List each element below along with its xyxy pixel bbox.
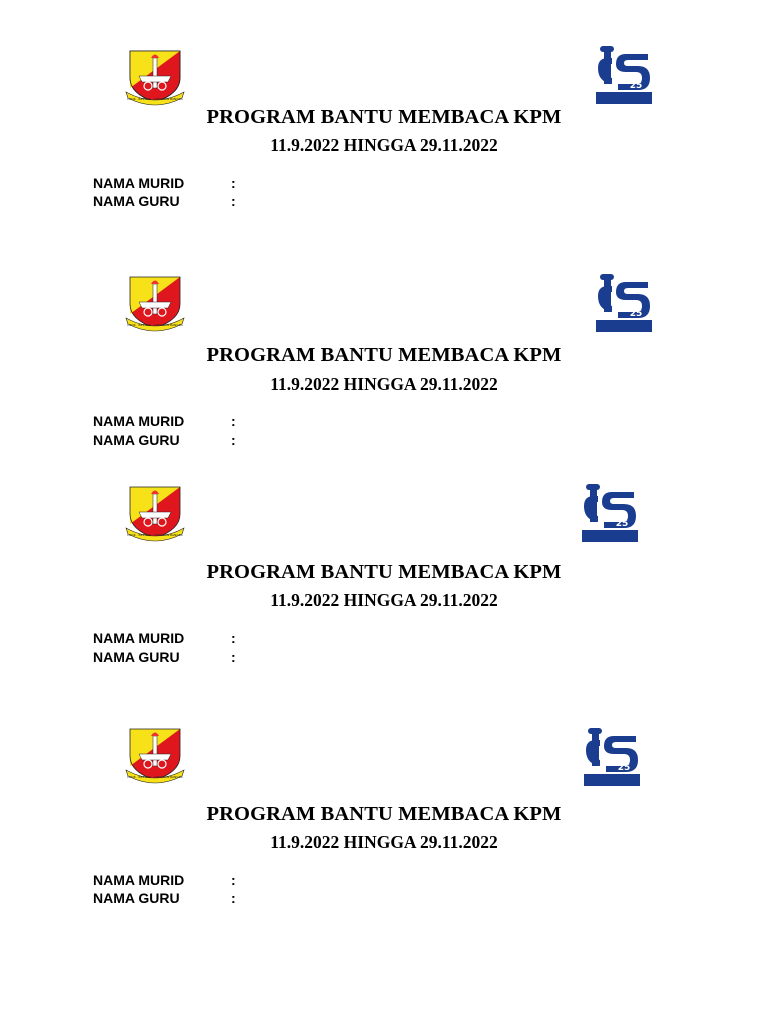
- program-title: PROGRAM BANTU MEMBACA KPM: [206, 561, 562, 583]
- program-title: PROGRAM BANTU MEMBACA KPM: [206, 344, 562, 366]
- ts25-logo: [584, 728, 640, 786]
- crest-motto: DIDIK · BESTARI · CINTAKAN BANGSA: [127, 533, 183, 537]
- program-title: PROGRAM BANTU MEMBACA KPM: [206, 106, 562, 128]
- teacher-name-colon: :: [231, 890, 236, 906]
- crest-motto: DIDIK · BESTARI · CINTAKAN BANGSA: [127, 775, 183, 779]
- school-crest-logo: [124, 484, 186, 544]
- crest-motto: DIDIK · BESTARI · CINTAKAN BANGSA: [127, 97, 183, 101]
- student-name-label: NAMA MURID: [93, 630, 185, 646]
- program-date-range: 11.9.2022 HINGGA 29.11.2022: [270, 135, 498, 155]
- school-crest-logo: [124, 274, 186, 334]
- crest-motto: DIDIK · BESTARI · CINTAKAN BANGSA: [127, 323, 183, 327]
- school-crest-logo: [124, 48, 186, 108]
- teacher-name-colon: :: [231, 649, 236, 665]
- ts25-logo: [582, 484, 638, 542]
- program-title: PROGRAM BANTU MEMBACA KPM: [206, 803, 562, 825]
- ts-number: 25: [617, 763, 631, 773]
- teacher-name-colon: :: [231, 193, 236, 209]
- ts-number: 25: [629, 309, 643, 319]
- student-name-colon: :: [231, 630, 236, 646]
- teacher-name-label: NAMA GURU: [93, 890, 180, 906]
- ts-number: 25: [615, 519, 629, 529]
- student-name-colon: :: [231, 872, 236, 888]
- teacher-name-label: NAMA GURU: [93, 432, 180, 448]
- program-date-range: 11.9.2022 HINGGA 29.11.2022: [270, 590, 498, 610]
- ts-number: 25: [629, 81, 643, 91]
- student-name-colon: :: [231, 413, 236, 429]
- program-date-range: 11.9.2022 HINGGA 29.11.2022: [270, 374, 498, 394]
- ts25-logo: [596, 46, 652, 104]
- student-name-label: NAMA MURID: [93, 413, 185, 429]
- program-date-range: 11.9.2022 HINGGA 29.11.2022: [270, 832, 498, 852]
- teacher-name-label: NAMA GURU: [93, 649, 180, 665]
- teacher-name-colon: :: [231, 432, 236, 448]
- student-name-label: NAMA MURID: [93, 872, 185, 888]
- student-name-label: NAMA MURID: [93, 175, 185, 191]
- teacher-name-label: NAMA GURU: [93, 193, 180, 209]
- student-name-colon: :: [231, 175, 236, 191]
- ts25-logo: [596, 274, 652, 332]
- school-crest-logo: [124, 726, 186, 786]
